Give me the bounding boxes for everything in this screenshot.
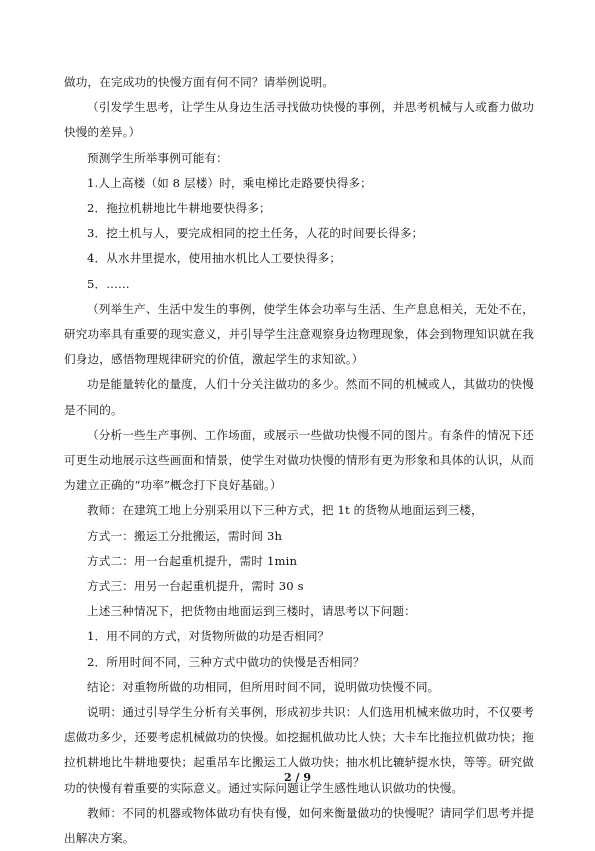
paragraph: 做功，在完成功的快慢方面有何不同？请举例说明。 (64, 75, 335, 89)
paragraph: （分析一些生产事例、工作场面，或展示一些做功快慢不同的图片。有条件的情况下还可更生动地展示这些画面和情景，使学生对做功快慢的情形有更为形象和具体的认识，从而为建立正确的“功率”概念打下良好基础。） (64, 427, 534, 493)
paragraph: 教师：在建筑工地上分别采用以下三种方式，把 1t 的货物从地面运到三楼， (87, 503, 483, 518)
list-item: 方式二：用一台起重机提升，需时 1min (87, 553, 298, 568)
paragraph: 功是能量转化的量度，人们十分关注做功的多少。然而不同的机械或人，其做功的快慢是不同的。 (64, 377, 534, 417)
paragraph: （引发学生思考，让学生从身边生活寻找做功快慢的事例，并思考机械与人或畜力做功快慢的差异。） (64, 100, 534, 140)
list-item: 1.人上高楼（如 8 层楼）时，乘电梯比走路要快得多； (87, 175, 372, 190)
paragraph: 教师：不同的机器或物体做功有快有慢，如何来衡量做功的快慢呢？请同学们思考并提出解决方案。 (64, 805, 534, 846)
list-item: 2．拖拉机耕地比牛耕地要快得多； (87, 201, 271, 216)
list-item: 方式一：搬运工分批搬运，需时间 3h (87, 528, 283, 543)
list-item: 3．挖土机与人，要完成相同的挖土任务，人花的时间要长得多； (87, 226, 424, 241)
list-item: 4．从水井里提水，使用抽水机比人工要快得多； (87, 251, 342, 266)
document-body (64, 70, 534, 851)
paragraph: 预测学生所举事例可能有： (87, 150, 228, 165)
list-item: 1．用不同的方式，对货物所做的功是否相同？ (87, 629, 330, 644)
list-item: 5．…… (87, 276, 130, 291)
list-item: 方式三：用另一台起重机提升，需时 30 s (87, 579, 304, 594)
list-item: 2．所用时间不同，三种方式中做功的快慢是否相同？ (87, 654, 365, 669)
paragraph: （列举生产、生活中发生的事例，使学生体会功率与生活、生产息息相关，无处不在，研究功率具有重要的现实意义，并引导学生注意观察身边物理现象，体会到物理知识就在我们身边，感悟物理规律研究的价值，激起学生的求知欲。） (64, 301, 534, 367)
page-number: 2 / 9 (284, 771, 311, 784)
paragraph: 说明：通过引导学生分析有关事例，形成初步共识：人们选用机械来做功时，不仅要考虑做功多少，还要考虑机械做功的快慢。如挖掘机做功比人快；大卡车比拖拉机做功快；拖拉机耕地比牛耕地要快；起重吊车比搬运工人做功快；抽水机比辘轳提水快，等等。研究做功的快慢有着重要的实际意义。通过实际问题让学生感性地认识做功的快慢。 (64, 705, 534, 795)
paragraph: 上述三种情况下，把货物由地面运到三楼时，请思考以下问题： (87, 604, 416, 619)
paragraph: 结论：对重物所做的功相同，但所用时间不同，说明做功快慢不同。 (87, 679, 440, 694)
